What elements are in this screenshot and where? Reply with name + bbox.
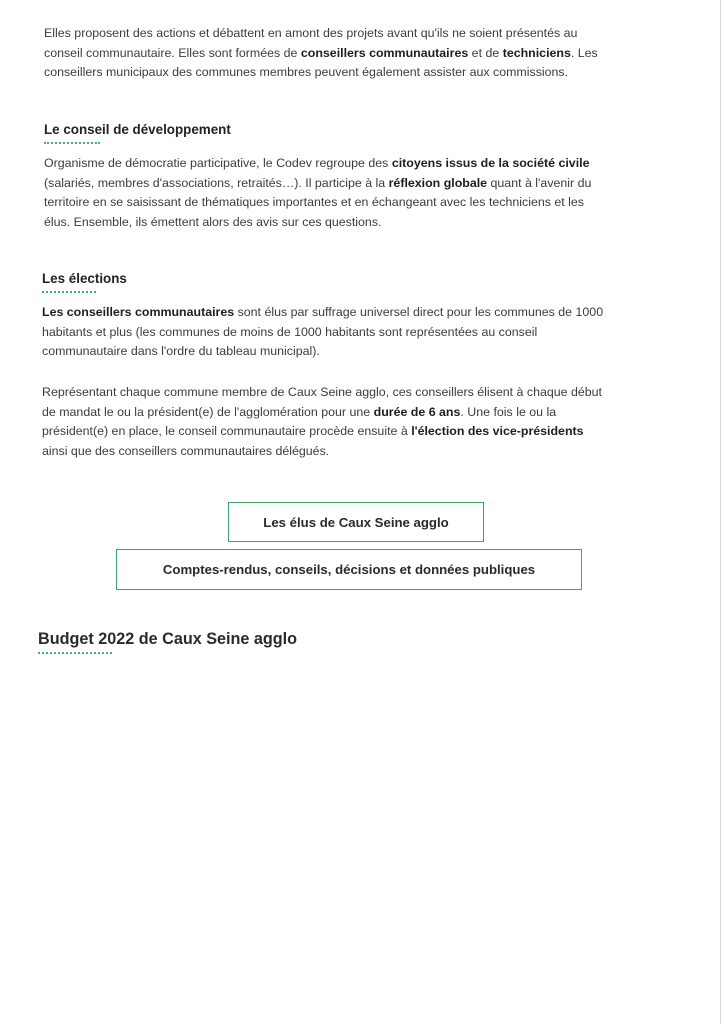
comptes-rendus-button[interactable] <box>116 549 582 590</box>
elections-p2-line-4: ainsi que des conseillers communautaires délégués. <box>42 443 330 458</box>
elus-button-label: Les élus de Caux Seine agglo <box>263 514 449 530</box>
budget-heading: Budget 2022 de Caux Seine agglo <box>38 630 298 648</box>
codev-line-2a: (salariés, membres d'associations, retraités…). Il participe à la <box>44 175 389 190</box>
codev-paragraph <box>44 154 684 232</box>
bold-conseillers-communautaires: Les conseillers communautaires <box>42 305 235 319</box>
elections-p1-line-1: sont élus par suffrage universel direct pour les communes de 1000 <box>234 305 604 319</box>
codev-heading: Le conseil de développement <box>44 122 231 137</box>
bold-election-vp: l'élection des vice-présidents <box>411 424 584 439</box>
elections-p2-line-2a: de mandat le ou la président(e) de l'agglomération pour une <box>42 404 374 419</box>
elus-button[interactable] <box>228 502 484 542</box>
commissions-line-2d: . Les <box>570 45 598 60</box>
bold-citoyens: citoyens issus de la société civile <box>391 156 590 170</box>
elections-p1-line-3: communautaire dans l'ordre du tableau municipal). <box>42 344 320 359</box>
codev-line-2c: quant à l'avenir du <box>487 175 592 190</box>
elections-p2-line-3a: président(e) en place, le conseil communautaire procède ensuite à <box>42 424 412 439</box>
elections-heading-underline <box>42 291 96 293</box>
budget-heading-underline <box>38 652 112 654</box>
elections-paragraph-2 <box>42 383 682 461</box>
bold-reflexion: réflexion globale <box>388 175 488 190</box>
commissions-paragraph <box>44 24 684 83</box>
comptes-rendus-button-label: Comptes-rendus, conseils, décisions et données publiques <box>162 562 536 577</box>
commissions-line-1: Elles proposent des actions et débattent en amont des projets avant qu'ils ne soient présentés au <box>44 26 578 40</box>
elections-p2-line-1: Représentant chaque commune membre de Caux Seine agglo, ces conseillers élisent à chaque début <box>42 385 602 399</box>
commissions-line-3: conseillers municipaux des communes membres peuvent également assister aux commissions. <box>44 65 569 80</box>
codev-line-4: élus. Ensemble, ils émettent alors des avis sur ces questions. <box>44 214 382 229</box>
page-edge <box>720 0 721 1024</box>
commissions-line-2c: et de <box>468 45 503 60</box>
elections-p1-line-2: habitants et plus (les communes de moins de 1000 habitants sont représentées au conseil <box>42 324 538 339</box>
elections-p2-line-2c: . Une fois le ou la <box>460 404 557 419</box>
elections-paragraph-1 <box>42 303 682 362</box>
elections-heading: Les élections <box>42 271 127 286</box>
codev-heading-underline <box>44 142 100 144</box>
codev-line-1a: Organisme de démocratie participative, le Codev regroupe des <box>44 156 392 170</box>
bold-duree: durée de 6 ans <box>373 404 461 419</box>
bold-techniciens: techniciens <box>502 45 571 60</box>
commissions-line-2a: conseil communautaire. Elles sont formées de <box>44 45 301 60</box>
codev-line-3: territoire en se saisissant de thématiques importantes et en échangeant avec les techniciens et les <box>44 195 584 210</box>
bold-conseillers: conseillers communautaires <box>300 45 469 60</box>
